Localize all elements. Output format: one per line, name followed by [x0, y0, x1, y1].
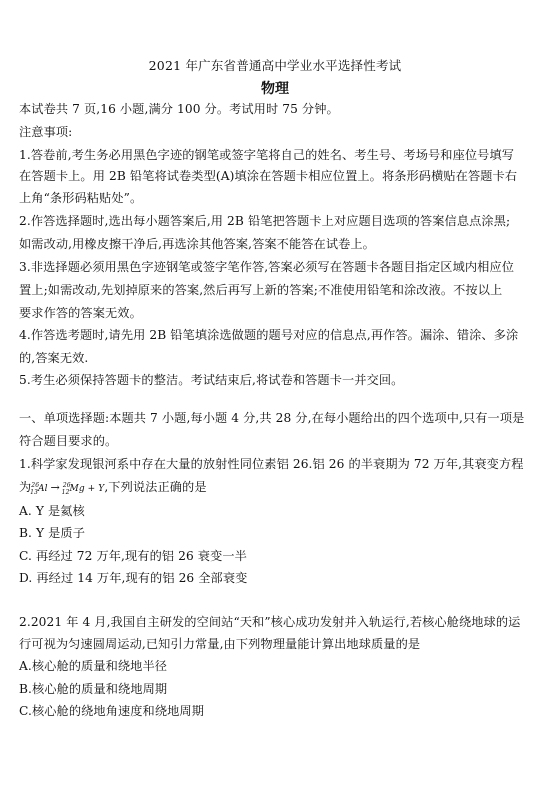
q1-option-a: A. Y 是氦核 — [19, 504, 85, 518]
al-atomic-number: 13 — [30, 488, 38, 496]
q1-stem-suffix: ,下列说法正确的是 — [104, 480, 207, 494]
q1-stem-equation-line — [19, 478, 531, 501]
notice-line: 5.考生必须保持答题卡的整洁。考试结束后,将试卷和答题卡一并交回。 — [19, 373, 404, 387]
section-heading: 一、单项选择题:本题共 7 小题,每小题 4 分,共 28 分,在每小题给出的四个选项中,只有一项是 — [19, 411, 525, 425]
q2-stem: 2.2021 年 4 月,我国自主研发的空间站“天和”核心成功发射并入轨运行,若核心舱绕地球的运 — [19, 615, 521, 629]
q1-option-b: B. Y 是质子 — [19, 526, 85, 540]
al-symbol: Al — [37, 484, 48, 494]
mg-mass-number: 26 — [62, 482, 71, 489]
q1-stem: 1.科学家发现银河系中存在大量的放射性同位素铝 26.铝 26 的半衰期为 72 万年,其衰变方程 — [19, 457, 524, 471]
q1-option-c: C. 再经过 72 万年,现有的铝 26 衰变一半 — [19, 549, 247, 563]
q2-option-b: B.核心舱的质量和绕地周期 — [19, 682, 168, 696]
notice-line: 置上;如需改动,先划掉原来的答案,然后再写上新的答案;不准使用铅笔和涂改液。不按以上 — [19, 283, 503, 297]
plus-y: + Y — [87, 484, 105, 494]
section-heading-cont: 符合题目要求的。 — [19, 434, 118, 448]
mg-atomic-number: 12 — [61, 488, 70, 496]
al-mass-number: 26 — [31, 482, 40, 489]
q2-option-a: A.核心舱的质量和绕地半径 — [19, 659, 168, 673]
notice-line: 2.作答选择题时,选出每小题答案后,用 2B 铅笔把答题卡上对应题目选项的答案信息点涂黑; — [19, 214, 511, 228]
notice-line: 3.非选择题必须用黑色字迹钢笔或签字笔作答,答案必须写在答题卡各题目指定区域内相应位 — [19, 260, 515, 274]
mg-symbol: Mg — [69, 484, 85, 494]
q1-option-d: D. 再经过 14 万年,现有的铝 26 全部衰变 — [19, 571, 248, 585]
notice-line: 的,答案无效. — [19, 351, 89, 365]
notice-line: 4.作答选考题时,请先用 2B 铅笔填涂选做题的题号对应的信息点,再作答。漏涂、错涂、多涂 — [19, 328, 519, 342]
notice-line: 上角“条形码粘贴处”。 — [19, 191, 143, 205]
subject-title: 物理 — [261, 81, 289, 97]
decay-equation — [30, 481, 105, 496]
notice-line: 在答题卡上。用 2B 铅笔将试卷类型(A)填涂在答题卡相应位置上。将条形码横贴在答题卡右 — [19, 169, 518, 183]
arrow: → — [50, 481, 60, 494]
q1-stem-prefix: 为 — [19, 480, 32, 494]
q2-stem-cont: 行可视为匀速圆周运动,已知引力常量,由下列物理量能计算出地球质量的是 — [19, 637, 421, 651]
intro-text: 本试卷共 7 页,16 小题,满分 100 分。考试用时 75 分钟。 — [19, 102, 339, 116]
notice-line: 1.答卷前,考生务必用黑色字迹的钢笔或签字笔将自己的姓名、考生号、考场号和座位号填写 — [19, 148, 515, 162]
notice-heading: 注意事项: — [19, 125, 73, 139]
notice-line: 如需改动,用橡皮擦干净后,再选涂其他答案,答案不能答在试卷上。 — [19, 237, 375, 251]
exam-title: 2021 年广东省普通高中学业水平选择性考试 — [148, 58, 402, 73]
notice-line: 要求作答的答案无效。 — [19, 306, 142, 320]
q2-option-c: C.核心舱的绕地角速度和绕地周期 — [19, 704, 204, 718]
